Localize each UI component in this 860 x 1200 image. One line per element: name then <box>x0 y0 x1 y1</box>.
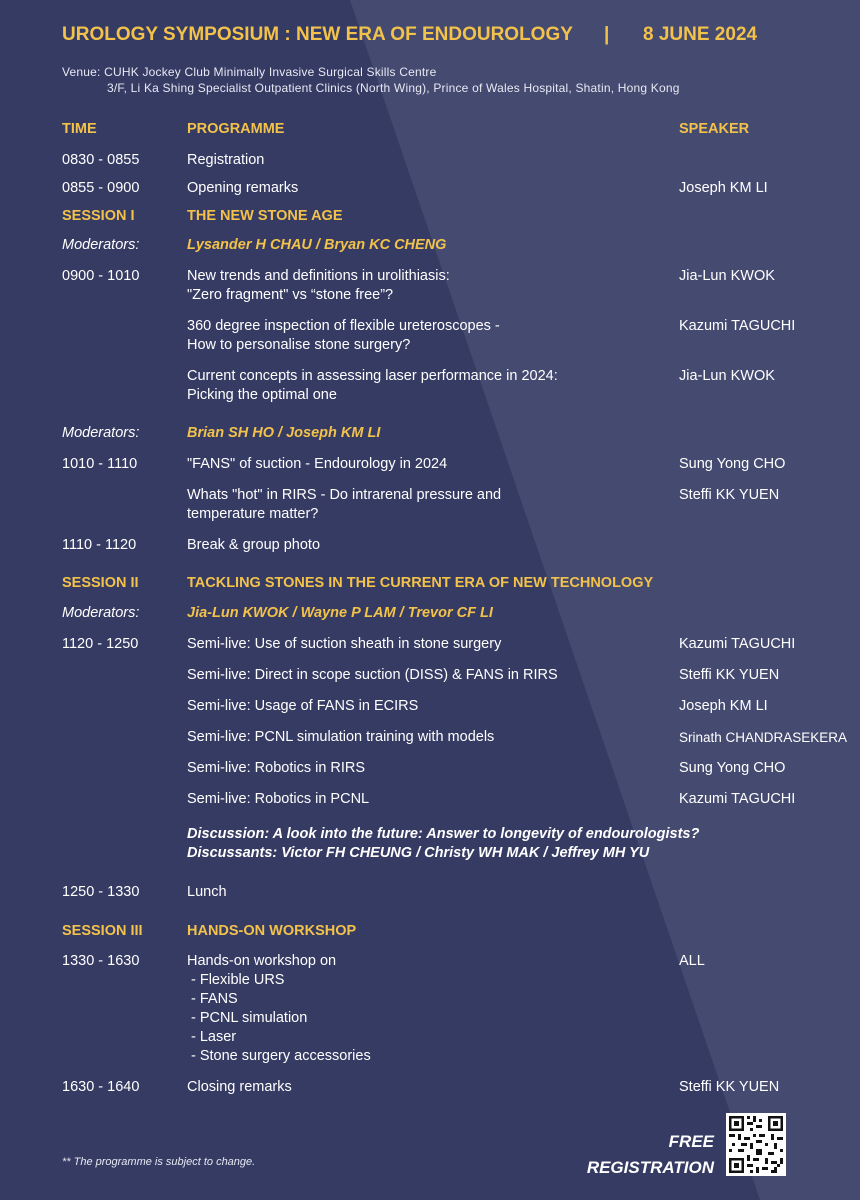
session-title: TACKLING STONES IN THE CURRENT ERA OF NEW TECHNOLOGY <box>187 575 654 591</box>
row-speaker <box>679 883 852 902</box>
table-row <box>62 536 852 555</box>
programme-table <box>62 120 852 1097</box>
row-speaker: ALL <box>679 953 705 969</box>
row-programme <box>187 952 679 1066</box>
discussion-row <box>62 825 852 863</box>
moderators-label: Moderators: <box>62 605 140 621</box>
time-column-header: TIME <box>62 121 97 137</box>
qr-code-graphic <box>726 1113 786 1176</box>
row-time <box>62 666 187 685</box>
venue-line-1: Venue: CUHK Jockey Club Minimally Invasive Surgical Skills Centre <box>62 65 437 79</box>
row-programme: Closing remarks <box>187 1079 292 1095</box>
table-row <box>62 635 852 654</box>
table-header <box>62 120 852 139</box>
free-registration-label <box>587 1129 714 1181</box>
session-title: THE NEW STONE AGE <box>187 208 343 224</box>
discussion-topic: Discussion: A look into the future: Answer to longevity of endourologists? <box>187 826 700 842</box>
moderators-row <box>62 424 852 443</box>
table-row <box>62 179 852 198</box>
row-speaker: Steffi KK YUEN <box>679 1079 780 1095</box>
table-row <box>62 455 852 474</box>
row-time <box>62 790 187 809</box>
table-row <box>62 790 852 809</box>
row-speaker: Steffi KK YUEN <box>679 487 780 503</box>
session-row <box>62 922 852 941</box>
free-label: FREE <box>668 1132 714 1151</box>
row-speaker: Srinath CHANDRASEKERA <box>679 730 848 745</box>
row-speaker <box>679 536 852 555</box>
row-speaker: Sung Yong CHO <box>679 456 786 472</box>
programme-column-header: PROGRAMME <box>187 121 285 137</box>
row-programme: Semi-live: PCNL simulation training with models <box>187 729 495 745</box>
row-speaker: Kazumi TAGUCHI <box>679 791 796 807</box>
workshop-item: - Flexible URS <box>191 972 285 988</box>
row-time <box>62 317 187 355</box>
programme-line-1: Current concepts in assessing laser performance in 2024: <box>187 368 558 384</box>
session-title: HANDS-ON WORKSHOP <box>187 923 357 939</box>
programme-line-2: How to personalise stone surgery? <box>187 337 411 353</box>
moderators-names: Brian SH HO / Joseph KM LI <box>187 425 381 441</box>
event-date: 8 JUNE 2024 <box>643 24 758 45</box>
session-row <box>62 207 852 226</box>
workshop-item: - Stone surgery accessories <box>191 1048 371 1064</box>
moderators-row <box>62 604 852 623</box>
row-speaker: Kazumi TAGUCHI <box>679 318 796 334</box>
row-time: 1250 - 1330 <box>62 884 140 900</box>
table-row <box>62 666 852 685</box>
row-programme: Break & group photo <box>187 537 321 553</box>
row-speaker: Steffi KK YUEN <box>679 667 780 683</box>
row-time <box>62 825 187 863</box>
row-programme <box>187 367 679 405</box>
workshop-intro: Hands-on workshop on <box>187 953 337 969</box>
row-programme <box>187 317 679 355</box>
row-speaker: Jia-Lun KWOK <box>679 268 775 284</box>
programme-line-1: 360 degree inspection of flexible ureteroscopes - <box>187 318 500 334</box>
speaker-column-header: SPEAKER <box>679 121 750 137</box>
row-time: 1120 - 1250 <box>62 636 139 652</box>
workshop-item: - PCNL simulation <box>191 1010 308 1026</box>
discussion-text <box>187 825 700 863</box>
row-programme: Semi-live: Usage of FANS in ECIRS <box>187 698 419 714</box>
row-time: 0900 - 1010 <box>62 268 140 284</box>
venue-line-2: 3/F, Li Ka Shing Specialist Outpatient Clinics (North Wing), Prince of Wales Hospital, Shatin, Hong Kong <box>107 81 680 95</box>
row-time <box>62 759 187 778</box>
table-row <box>62 883 852 902</box>
table-row <box>62 728 852 747</box>
table-row <box>62 1078 852 1097</box>
row-speaker: Joseph KM LI <box>679 180 768 196</box>
programme-line-1: Whats "hot" in RIRS - Do intrarenal pressure and <box>187 487 502 503</box>
row-time: 1630 - 1640 <box>62 1079 140 1095</box>
row-programme: Opening remarks <box>187 180 299 196</box>
moderators-names: Lysander H CHAU / Bryan KC CHENG <box>187 237 447 253</box>
workshop-item: - Laser <box>191 1029 237 1045</box>
table-row <box>62 486 852 524</box>
table-row <box>62 697 852 716</box>
row-time: 1010 - 1110 <box>62 456 138 472</box>
row-programme <box>187 486 679 524</box>
moderators-label: Moderators: <box>62 237 140 253</box>
row-programme: Lunch <box>187 884 227 900</box>
row-speaker: Kazumi TAGUCHI <box>679 636 796 652</box>
row-time <box>62 728 187 747</box>
table-row <box>62 151 852 170</box>
moderators-names: Jia-Lun KWOK / Wayne P LAM / Trevor CF LI <box>187 605 493 621</box>
row-speaker: Sung Yong CHO <box>679 760 786 776</box>
row-programme: "FANS" of suction - Endourology in 2024 <box>187 456 448 472</box>
title-separator: | <box>604 24 610 45</box>
programme-line-1: New trends and definitions in urolithiasis: <box>187 268 450 284</box>
row-time: 1330 - 1630 <box>62 953 140 969</box>
moderators-label: Moderators: <box>62 425 140 441</box>
session-label: SESSION III <box>62 923 143 939</box>
table-row <box>62 759 852 778</box>
row-time: 0830 - 0855 <box>62 152 140 168</box>
symposium-title: UROLOGY SYMPOSIUM : NEW ERA OF ENDOUROLOGY <box>62 24 573 45</box>
table-row <box>62 267 852 305</box>
workshop-item: - FANS <box>191 991 238 1007</box>
row-speaker: Jia-Lun KWOK <box>679 368 775 384</box>
qr-code-icon[interactable] <box>726 1113 786 1176</box>
programme-line-2: temperature matter? <box>187 506 319 522</box>
moderators-row <box>62 236 852 255</box>
table-row <box>62 952 852 1066</box>
row-time <box>62 697 187 716</box>
registration-label: REGISTRATION <box>586 1158 714 1177</box>
row-programme: Semi-live: Direct in scope suction (DISS) & FANS in RIRS <box>187 667 558 683</box>
table-row <box>62 317 852 355</box>
session-label: SESSION II <box>62 575 139 591</box>
page-title <box>62 24 782 50</box>
row-programme: Semi-live: Robotics in RIRS <box>187 760 366 776</box>
row-programme: Registration <box>187 152 265 168</box>
row-speaker: Joseph KM LI <box>679 698 768 714</box>
session-row <box>62 574 852 593</box>
row-time: 1110 - 1120 <box>62 537 137 553</box>
venue-block <box>62 65 680 95</box>
footnote: ** The programme is subject to change. <box>62 1156 256 1168</box>
row-time <box>62 486 187 524</box>
row-time: 0855 - 0900 <box>62 180 140 196</box>
row-time <box>62 367 187 405</box>
row-programme <box>187 267 679 305</box>
row-programme: Semi-live: Robotics in PCNL <box>187 791 370 807</box>
programme-line-2: Picking the optimal one <box>187 387 337 403</box>
row-programme: Semi-live: Use of suction sheath in stone surgery <box>187 636 502 652</box>
discussants: Discussants: Victor FH CHEUNG / Christy WH MAK / Jeffrey MH YU <box>187 845 650 861</box>
row-speaker <box>679 151 852 170</box>
table-row <box>62 367 852 405</box>
session-label: SESSION I <box>62 208 135 224</box>
programme-line-2: "Zero fragment" vs “stone free”? <box>187 287 394 303</box>
